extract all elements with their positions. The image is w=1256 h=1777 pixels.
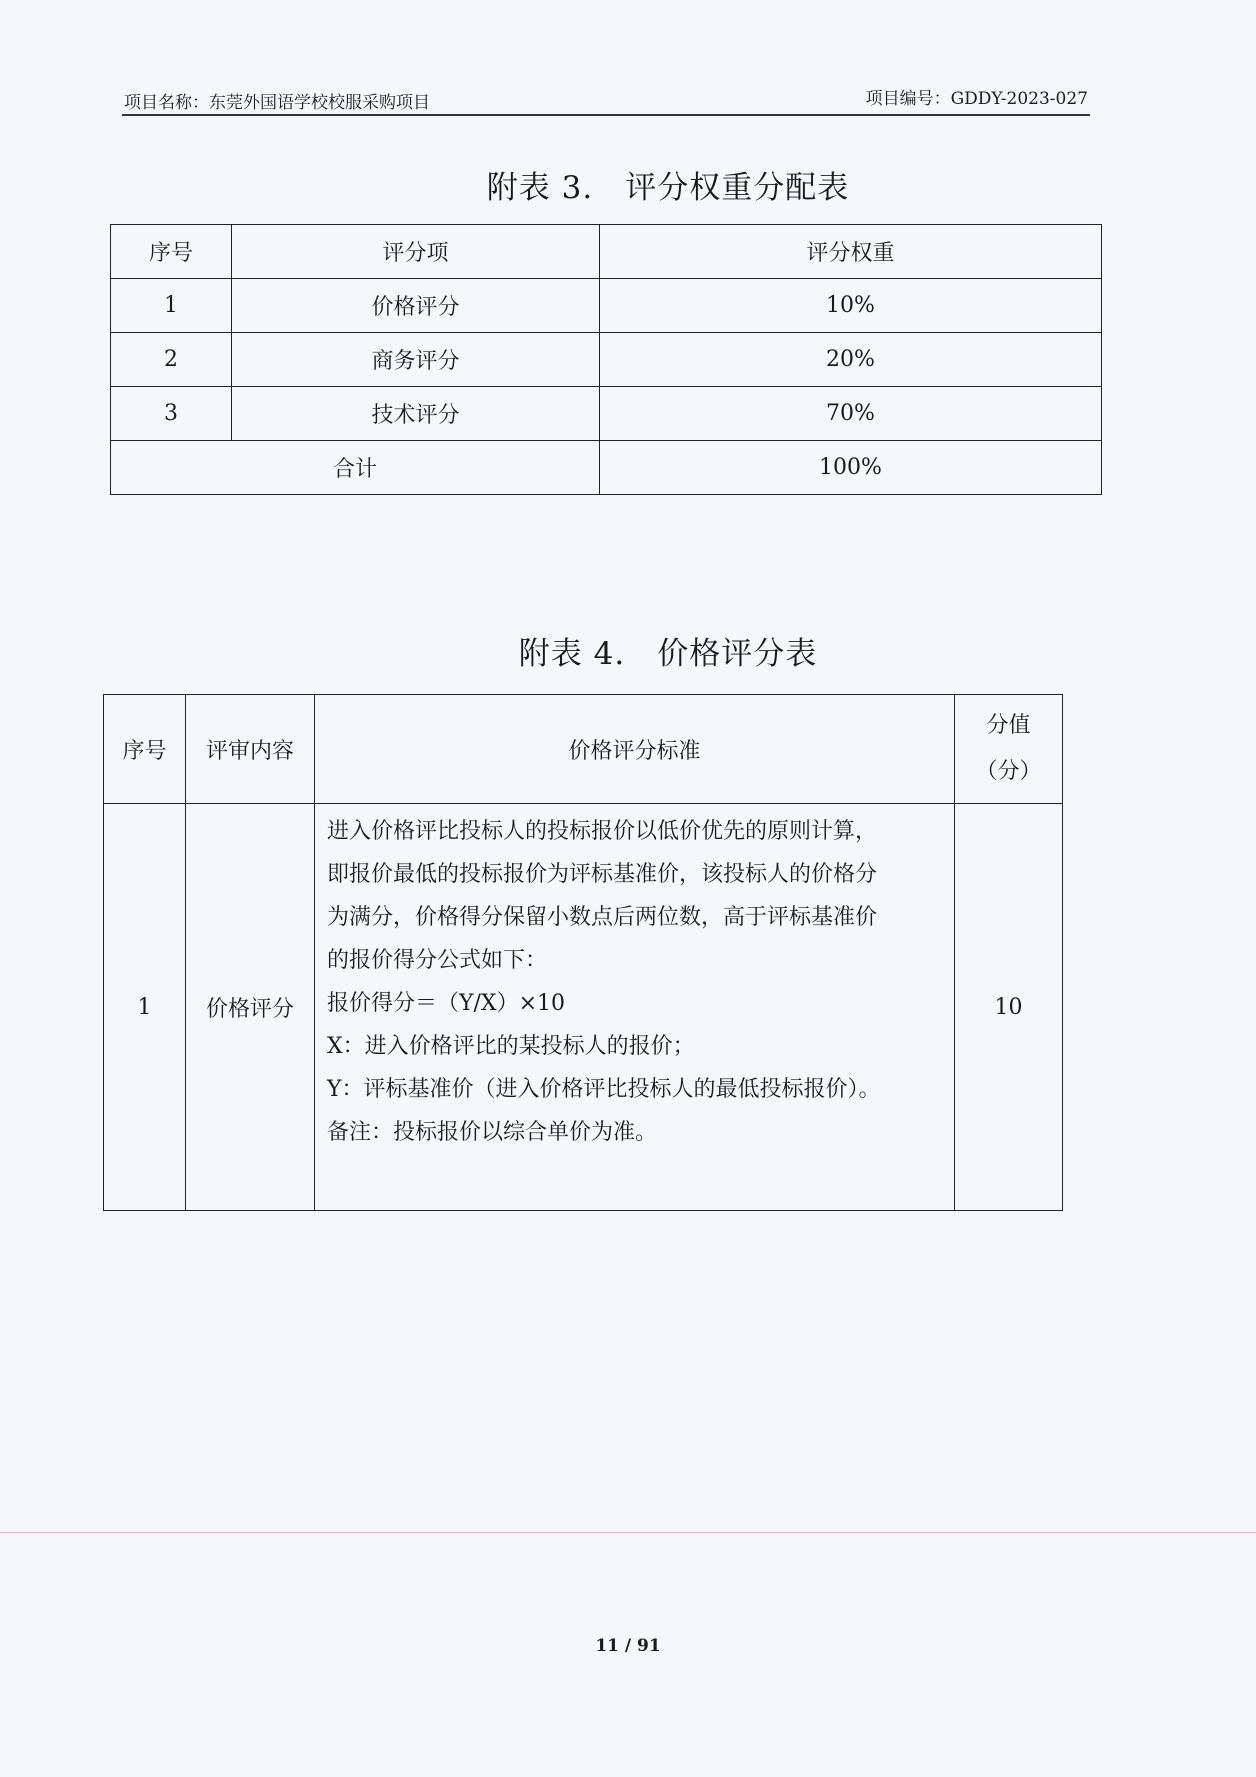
header-no: 序号: [104, 695, 186, 804]
table-header-row: [111, 225, 1102, 279]
header-score-line2: （分）: [975, 759, 1042, 784]
divider: [0, 1532, 1256, 1533]
weight-table: [110, 224, 1102, 495]
criteria-line: 进入价格评比投标人的投标报价以低价优先的原则计算，: [327, 819, 878, 844]
page-header: [122, 84, 1090, 116]
table-row: [111, 333, 1102, 387]
header-content: 评审内容: [186, 695, 315, 804]
row-score: 10: [955, 804, 1063, 1211]
criteria-line: 的报价得分公式如下：: [327, 948, 548, 973]
row-item: 技术评分: [232, 387, 600, 441]
header-criteria: 价格评分标准: [315, 695, 955, 804]
project-code: 项目编号：GDDY-2023-027: [865, 89, 1088, 109]
row-criteria: [315, 804, 955, 1211]
row-no: 1: [111, 279, 232, 333]
row-content: 价格评分: [186, 804, 315, 1211]
criteria-line: Y：评标基准价（进入价格评比投标人的最低投标报价）。: [327, 1077, 881, 1102]
criteria-line: 即报价最低的投标报价为评标基准价，该投标人的价格分: [327, 862, 878, 887]
total-label: 合计: [111, 441, 600, 495]
header-score-line1: 分值: [986, 713, 1031, 738]
row-item: 商务评分: [232, 333, 600, 387]
header-item: 评分项: [232, 225, 600, 279]
price-score-table: [103, 694, 1063, 1211]
row-no: 3: [111, 387, 232, 441]
header-weight: 评分权重: [600, 225, 1102, 279]
table-row: [104, 804, 1063, 1211]
criteria-line: 报价得分＝（Y/X）×10: [327, 991, 566, 1016]
table-total-row: [111, 441, 1102, 495]
table-header-row: [104, 695, 1063, 804]
table-row: [111, 387, 1102, 441]
project-name: 项目名称：东莞外国语学校校服采购项目: [124, 93, 430, 113]
row-weight: 20%: [600, 333, 1102, 387]
criteria-line: 为满分，价格得分保留小数点后两位数，高于评标基准价: [327, 905, 878, 930]
header-score: [955, 695, 1063, 804]
criteria-line: X：进入价格评比的某投标人的报价；: [327, 1034, 695, 1059]
row-weight: 70%: [600, 387, 1102, 441]
table-row: [111, 279, 1102, 333]
table4-title: 附表 4. 价格评分表: [518, 636, 818, 672]
row-item: 价格评分: [232, 279, 600, 333]
total-value: 100%: [600, 441, 1102, 495]
page-number: 11 / 91: [595, 1636, 661, 1656]
row-weight: 10%: [600, 279, 1102, 333]
criteria-line: 备注：投标报价以综合单价为准。: [327, 1120, 658, 1145]
header-no: 序号: [111, 225, 232, 279]
table3-title: 附表 3. 评分权重分配表: [486, 170, 850, 206]
row-no: 2: [111, 333, 232, 387]
row-no: 1: [104, 804, 186, 1211]
